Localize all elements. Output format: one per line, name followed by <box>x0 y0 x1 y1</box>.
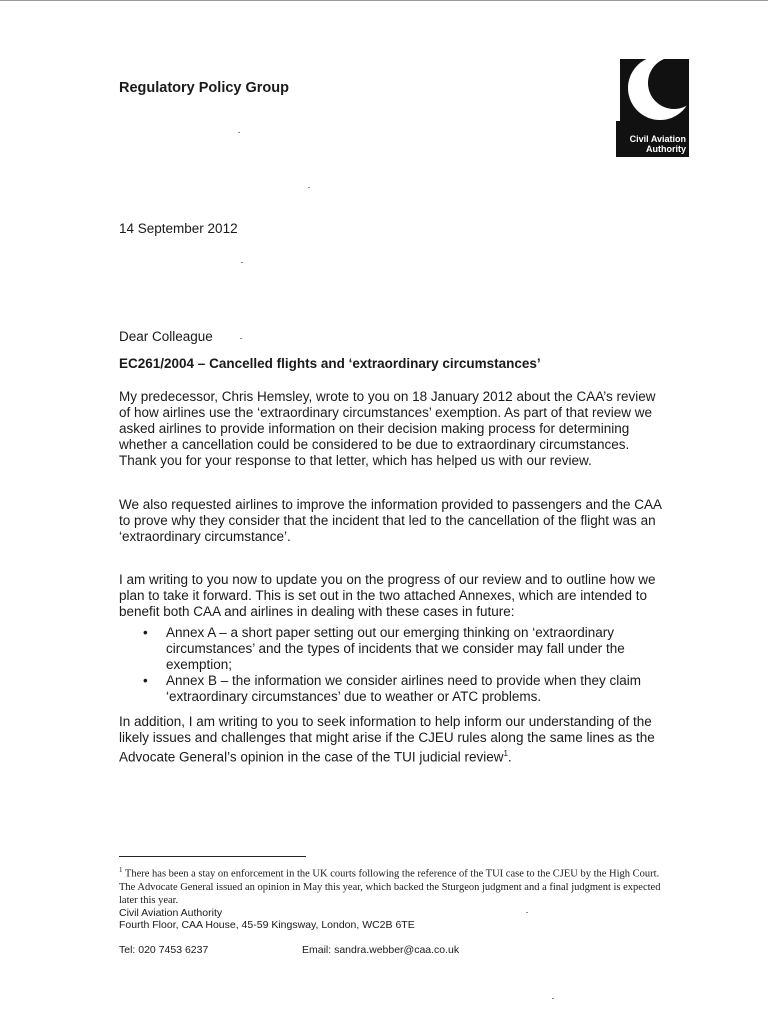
scan-speck <box>526 912 528 913</box>
bullet-icon: • <box>143 625 148 640</box>
paragraph-1: My predecessor, Chris Hemsley, wrote to you on 18 January 2012 about the CAA’s review of how airlines use the ‘extraordinary circumstances’ exemption. As part of that review we asked airlines to provide information on their decision making process for determining whether a cancellation could be considered to be due to extraordinary circumstances. Thank you for your response to that letter, which has helped us with our review. <box>119 389 656 468</box>
bullet-icon: • <box>143 673 148 688</box>
paragraph-4 <box>119 714 664 766</box>
list-item <box>119 673 664 705</box>
footnote-reference[interactable]: 1 <box>503 749 508 758</box>
list-item <box>119 625 664 673</box>
annex-a-text: Annex A – a short paper setting out our emerging thinking on ‘extraordinary circumstances’ and the types of incidents that we consider may fall under the exemption; <box>166 625 625 672</box>
logo-text <box>616 134 686 154</box>
salutation: Dear Colleague <box>119 329 213 344</box>
scan-speck <box>552 998 554 999</box>
scan-speck <box>238 132 240 133</box>
footnote-marker: 1 <box>119 866 123 874</box>
logo-line-1: Civil Aviation <box>629 134 686 144</box>
footnote-divider <box>119 856 306 857</box>
paragraph-4-end: . <box>507 749 512 765</box>
scan-speck <box>240 338 242 339</box>
footer-telephone: Tel: 020 7453 6237 <box>119 944 209 956</box>
subject-line: EC261/2004 – Cancelled flights and ‘extraordinary circumstances’ <box>119 356 541 371</box>
caa-logo <box>616 59 689 157</box>
scan-speck <box>308 187 310 188</box>
paragraph-3: I am writing to you now to update you on the progress of our review and to outline how we plan to take it forward. This is set out in the two attached Annexes, which are intended to benefit both CAA and airlines in dealing with these cases in future: <box>119 572 656 619</box>
annex-b-text: Annex B – the information we consider airlines need to provide when they claim ‘extraordinary circumstances’ due to weather or ATC problems. <box>166 673 642 704</box>
footer-org: Civil Aviation Authority <box>119 907 223 919</box>
footnote <box>119 864 664 907</box>
group-title: Regulatory Policy Group <box>119 80 289 96</box>
footer-email[interactable]: Email: sandra.webber@caa.co.uk <box>302 944 460 956</box>
paragraph-4-text: In addition, I am writing to you to seek information to help inform our understanding of the likely issues and challenges that might arise if the CJEU rules along the same lines as the Advocate General’s opinion in the case of the TUI judicial review <box>119 714 655 765</box>
letter-date: 14 September 2012 <box>119 221 238 236</box>
scan-top-edge <box>0 0 768 1</box>
footnote-text: There has been a stay on enforcement in the UK courts following the reference of the TUI case to the CJEU by the High Court. The Advocate General issued an opinion in May this year, which backed the Sturgeon judgment and a final judgment is expected later this year. <box>119 868 661 906</box>
scan-speck <box>241 262 243 263</box>
paragraph-2: We also requested airlines to improve the information provided to passengers and the CAA to prove why they consider that the incident that led to the cancellation of the flight was an ‘extraordinary circumstance’. <box>119 497 662 544</box>
annex-list <box>119 625 664 705</box>
logo-line-2: Authority <box>646 144 686 154</box>
footer-address: Fourth Floor, CAA House, 45-59 Kingsway, London, WC2B 6TE <box>119 919 415 931</box>
